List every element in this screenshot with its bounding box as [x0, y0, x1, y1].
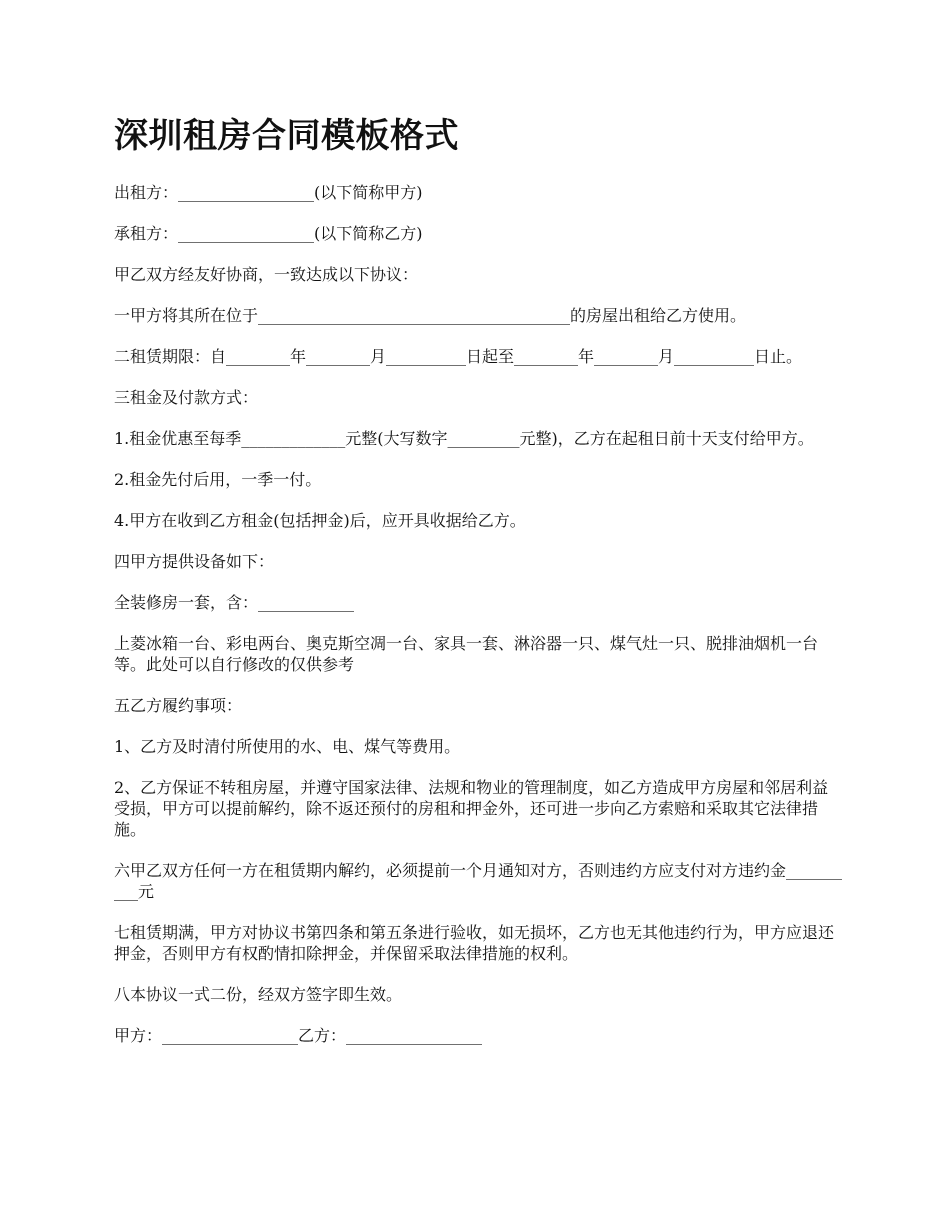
clause-lessee: 承租方：_________________(以下简称乙方) — [114, 224, 423, 243]
clause-agreement-intro: 甲乙双方经友好协商，一致达成以下协议： — [114, 265, 419, 284]
clause-7-expiry: 七租赁期满，甲方对协议书第四条和第五条进行验收，如无损坏，乙方也无其他违约行为，甲方应退还押金，否则甲方有权酌情扣除押金，并保留采取法律措施的权利。 — [114, 923, 835, 963]
clause-5-2-no-sublet: 2、乙方保证不转租房屋，并遵守国家法律、法规和物业的管理制度，如乙方造成甲方房屋和邻居利益受损，甲方可以提前解约，除不返还预付的房租和押金外，还可进一步向乙方索赔和采取其它法律措施。 — [114, 778, 829, 839]
clause-4-furnishing: 全装修房一套，含：____________ — [114, 593, 355, 612]
clause-6-termination: 六甲乙双方任何一方在租赁期内解约，必须提前一个月通知对方，否则违约方应支付对方违约金__________元 — [114, 861, 843, 901]
document-title: 深圳租房合同模板格式 — [114, 116, 459, 156]
signature-line: 甲方：_________________乙方：_________________ — [114, 1026, 483, 1045]
clause-4-equipment-list: 上菱冰箱一台、彩电两台、奥克斯空凋一台、家具一套、淋浴器一只、煤气灶一只、脱排油烟机一台等。此处可以自行修改的仅供参考 — [114, 634, 819, 674]
clause-3-2-payment: 2.租金先付后用，一季一付。 — [114, 470, 322, 489]
clause-8-effect: 八本协议一式二份，经双方签字即生效。 — [114, 985, 403, 1004]
clause-lessor: 出租方：_________________(以下简称甲方) — [114, 183, 423, 202]
clause-3-4-receipt: 4.甲方在收到乙方租金(包括押金)后，应开具收据给乙方。 — [114, 511, 526, 530]
clause-4-heading: 四甲方提供设备如下： — [114, 552, 275, 571]
clause-5-heading: 五乙方履约事项： — [114, 696, 243, 715]
clause-5-1-utilities: 1、乙方及时清付所使用的水、电、煤气等费用。 — [114, 737, 461, 756]
clause-2-lease-term: 二租赁期限：自________年________月__________日起至________年________月__________日止。 — [114, 347, 803, 366]
clause-3-heading: 三租金及付款方式： — [114, 388, 259, 407]
document-page — [114, 112, 844, 1066]
clause-3-1-rent: 1.租金优惠至每季_____________元整(大写数字_________元整)，乙方在起租日前十天支付给甲方。 — [114, 429, 814, 448]
clause-1-property: 一甲方将其所在位于_______________________________________的房屋出租给乙方使用。 — [114, 306, 747, 325]
